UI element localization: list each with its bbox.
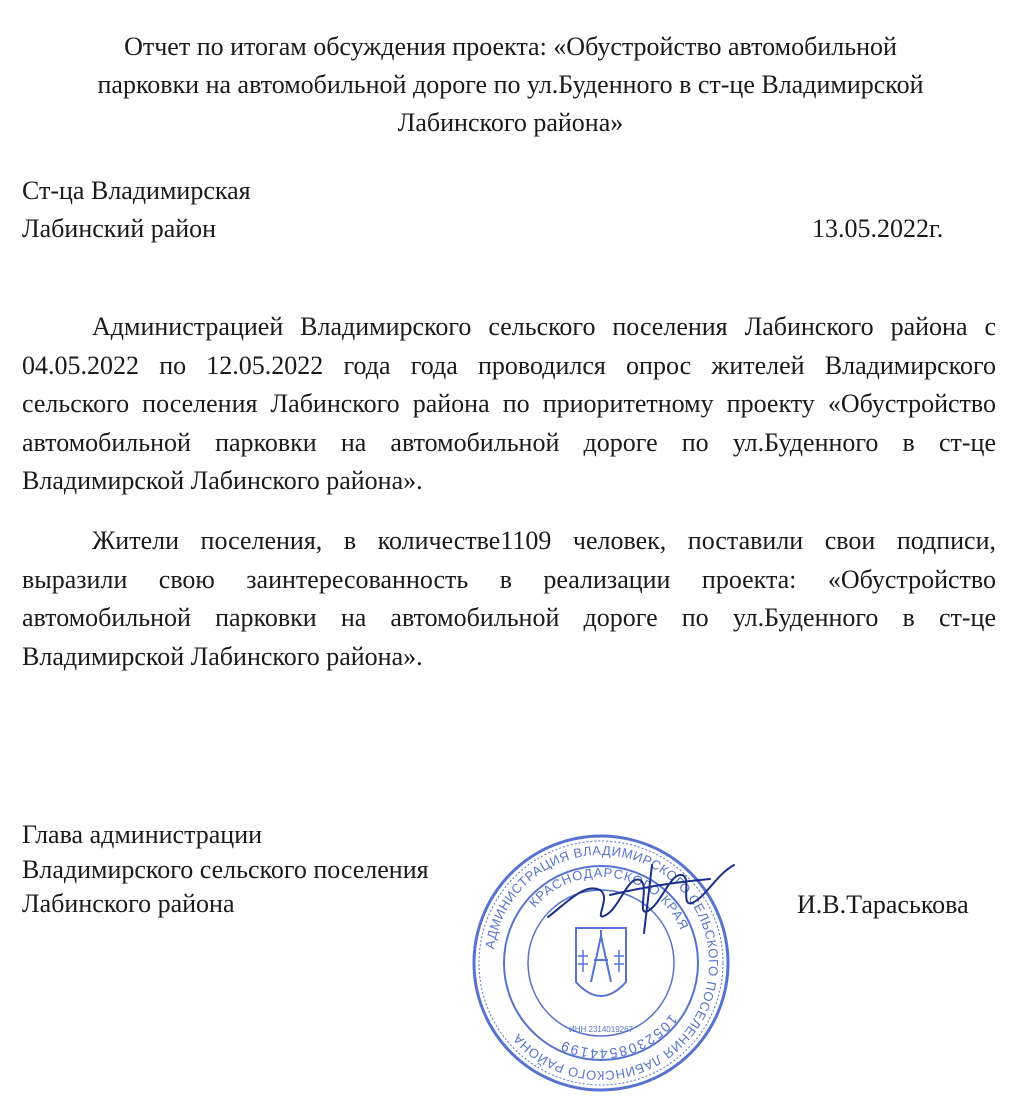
paragraph-survey: Администрацией Владимирского сельского поселения Лабинского района с 04.05.2022 по 12.05.2022 года года проводился опрос жителей Владимирского сельского поселения Лабинского района по приоритетному проекту «Обустройство автомобильной парковки на автомобильной дороге по ул.Буденного в ст-це Владимирской Лабинского района». (22, 312, 996, 495)
stamp-number: 1052308544199 (557, 1011, 681, 1063)
title-line: парковки на автомобильной дороге по ул.Буденного в ст-це Владимирской (97, 70, 924, 99)
stamp-inner-text: КРАСНОДАРСКОГО КРАЯ (525, 864, 692, 933)
stamp-inn: ИНН 2314019267 (568, 1025, 634, 1034)
document-title (20, 28, 1001, 142)
handwritten-signature (540, 845, 740, 945)
signatory-title (22, 818, 429, 922)
signatory-line: Лабинского района (22, 889, 235, 918)
title-line: Лабинского района» (397, 108, 624, 137)
place-block (22, 172, 251, 248)
place-settlement: Ст-ца Владимирская (22, 176, 251, 205)
stamp-outer-text: АДМИНИСТРАЦИЯ ВЛАДИМИРСКОГО СЕЛЬСКОГО ПОСЕЛЕНИЯ ЛАБИНСКОГО РАЙОНА (481, 842, 722, 1084)
title-line: Отчет по итогам обсуждения проекта: «Обустройство автомобильной (124, 32, 897, 61)
place-district: Лабинский район (22, 214, 217, 243)
signatory-line: Владимирского сельского поселения (22, 854, 429, 884)
document-date: 13.05.2022г. (812, 214, 944, 243)
paragraph-residents: Жители поселения, в количестве1109 человек, поставили свои подписи, выразили свою заинтересованность в реализации проекта: «Обустройство автомобильной парковки на автомобильной дороге по ул.Буденного в ст-це Владимирской Лабинского района». (22, 526, 996, 671)
signatory-name: И.В.Тараськова (797, 890, 969, 919)
signatory-line: Глава администрации (22, 820, 263, 849)
